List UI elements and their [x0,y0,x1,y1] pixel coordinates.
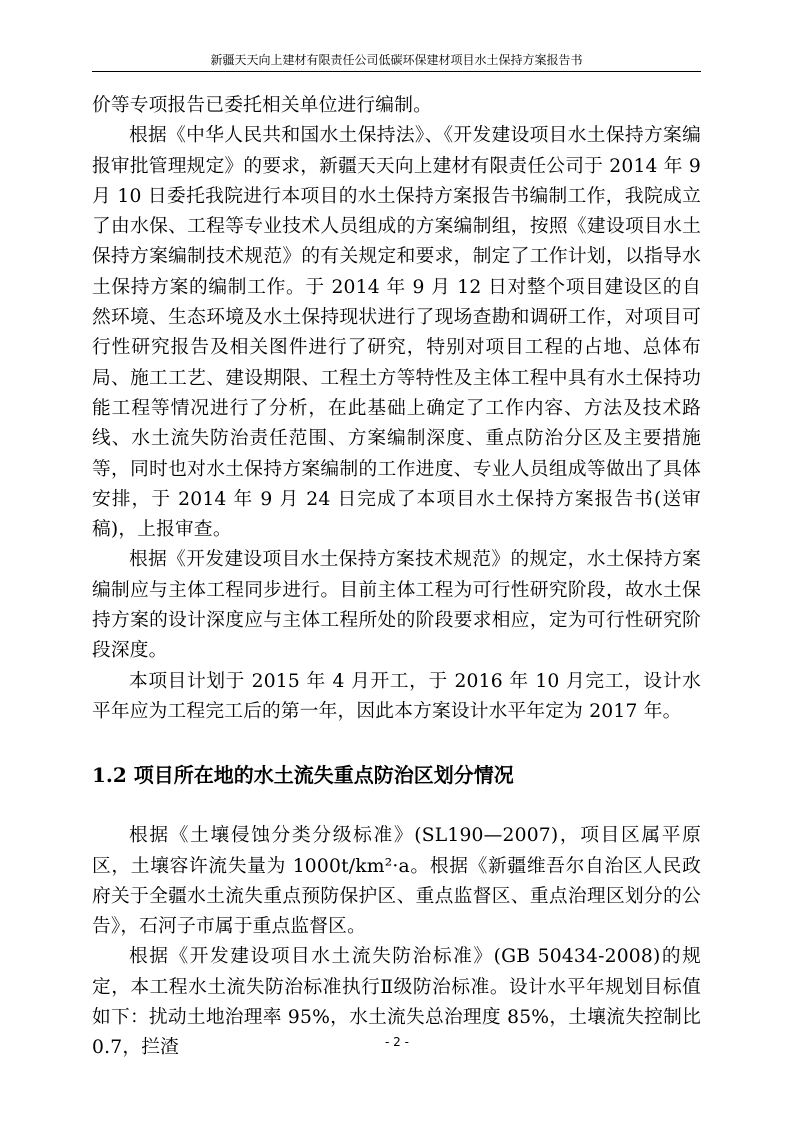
document-body [92,91,701,1064]
paragraph-erosion-standard: 根据《土壤侵蚀分类分级标准》(SL190—2007)，项目区属平原区，土壤容许流失量为 1000t/km²·a。根据《新疆维吾尔自治区人民政府关于全疆水土流失重点预防保护区、重点监督区、重点治理区划分的公告》，石河子市属于重点监督区。 [92,825,701,938]
header-divider [92,71,701,72]
paragraph-commission: 根据《中华人民共和国水土保持法》、《开发建设项目水土保持方案编报审批管理规定》的要求，新疆天天向上建材有限责任公司于 2014 年 9 月 10 日委托我院进行本项目的水土保持方案报告书编制工作，我院成立了由水保、工程等专业技术人员组成的方案编制组，按照《建设项目水土保持方案编制技术规范》的有关规定和要求，制定了工作计划，以指导水土保持方案的编制工作。于 2014 年 9 月 12 日对整个项目建设区的自然环境、生态环境及水土保持现状进行了现场查勘和调研工作，对项目可行性研究报告及相关图件进行了研究，特别对项目工程的占地、总体布局、施工工艺、建设期限、工程土方等特性及主体工程中具有水土保持功能工程等情况进行了分析，在此基础上确定了工作内容、方法及技术路线、水土流失防治责任范围、方案编制深度、重点防治分区及主要措施等，同时也对水土保持方案编制的工作进度、专业人员组成等做出了具体安排，于 2014 年 9 月 24 日完成了本项目水土保持方案报告书(送审稿)，上报审查。 [92,125,701,541]
page-number: - 2 - [385,1035,409,1049]
paragraph-prevention-standard: 根据《开发建设项目水土流失防治标准》(GB 50434-2008)的规定，本工程水土流失防治标准执行Ⅱ级防治标准。设计水平年规划目标值如下：扰动土地治理率 95%，水土流失总治理度 85%，土壤流失控制比 0.7，拦渣 [92,946,701,1059]
section-heading: 1.2 项目所在地的水土流失重点防治区划分情况 [92,763,514,788]
paragraph-continuation: 价等专项报告已委托相关单位进行编制。 [92,95,432,116]
paragraph-schedule: 本项目计划于 2015 年 4 月开工，于 2016 年 10 月完工，设计水平年应为工程完工后的第一年，因此本方案设计水平年定为 2017 年。 [92,670,701,722]
page-header: 新疆天天向上建材有限责任公司低碳环保建材项目水土保持方案报告书 [210,53,583,67]
paragraph-design-depth: 根据《开发建设项目水土保持方案技术规范》的规定，水土保持方案编制应与主体工程同步进行。目前主体工程为可行性研究阶段，故水土保持方案的设计深度应与主体工程所处的阶段要求相应，定为可行性研究阶段深度。 [92,549,701,662]
